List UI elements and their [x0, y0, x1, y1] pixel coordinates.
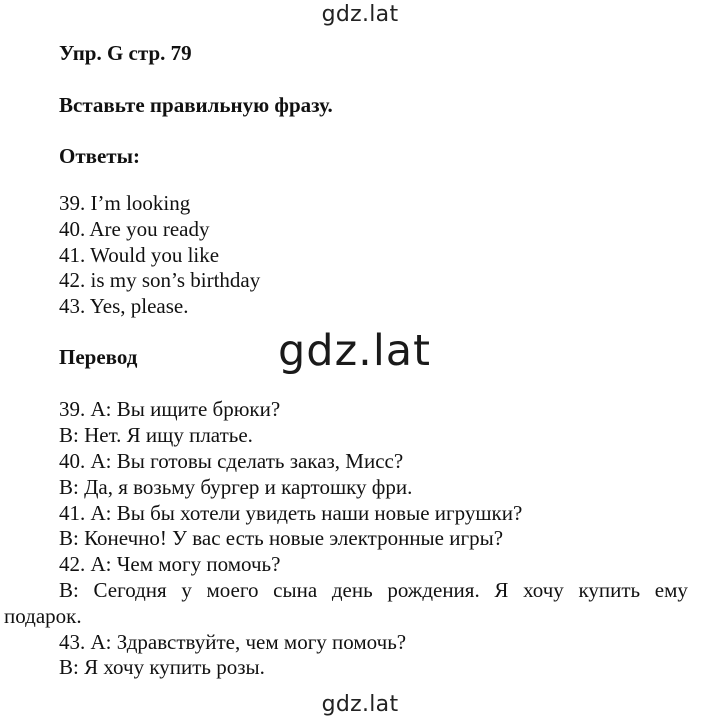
- translation-line-43a: 43. А: Здравствуйте, чем могу помочь?: [59, 630, 407, 654]
- watermark-middle: gdz.lat: [278, 326, 431, 376]
- answer-item-40: 40. Are you ready: [59, 217, 210, 241]
- answer-item-41: 41. Would you like: [59, 243, 220, 267]
- translation-line-39a: 39. А: Вы ищите брюки?: [59, 397, 281, 421]
- translation-line-41b: В: Конечно! У вас есть новые электронные игры?: [59, 526, 504, 550]
- translation-line-40b: В: Да, я возьму бургер и картошку фри.: [59, 475, 413, 499]
- justified-word: купить: [578, 578, 641, 602]
- translation-line-40a: 40. А: Вы готовы сделать заказ, Мисс?: [59, 449, 404, 473]
- translation-line-42b: [59, 577, 688, 603]
- justified-word: день: [331, 578, 373, 602]
- answers-title: Ответы:: [59, 144, 141, 168]
- exercise-heading: Упр. G стр. 79: [59, 41, 192, 65]
- translation-title: Перевод: [59, 345, 138, 369]
- justified-word: ему: [654, 578, 688, 602]
- task-instruction: Вставьте правильную фразу.: [59, 93, 333, 117]
- watermark-bottom: gdz.lat: [321, 692, 399, 717]
- justified-word: у: [181, 578, 192, 602]
- justified-word: Я: [494, 578, 509, 602]
- answer-item-42: 42. is my son’s birthday: [59, 268, 261, 292]
- justified-word: моего: [206, 578, 259, 602]
- translation-line-43b: В: Я хочу купить розы.: [59, 655, 265, 679]
- watermark-top: gdz.lat: [321, 2, 399, 27]
- answer-item-39: 39. I’m looking: [59, 191, 191, 215]
- justified-word: хочу: [523, 578, 564, 602]
- answer-item-43: 43. Yes, please.: [59, 294, 189, 318]
- translation-line-42b-continuation: подарок.: [4, 604, 82, 628]
- justified-word: сына: [273, 578, 318, 602]
- justified-word: В:: [59, 578, 79, 602]
- translation-line-39b: В: Нет. Я ищу платье.: [59, 423, 253, 447]
- justified-word: Сегодня: [93, 578, 167, 602]
- justified-word: рождения.: [387, 578, 480, 602]
- translation-line-41a: 41. А: Вы бы хотели увидеть наши новые игрушки?: [59, 501, 523, 525]
- translation-line-42a: 42. А: Чем могу помочь?: [59, 552, 281, 576]
